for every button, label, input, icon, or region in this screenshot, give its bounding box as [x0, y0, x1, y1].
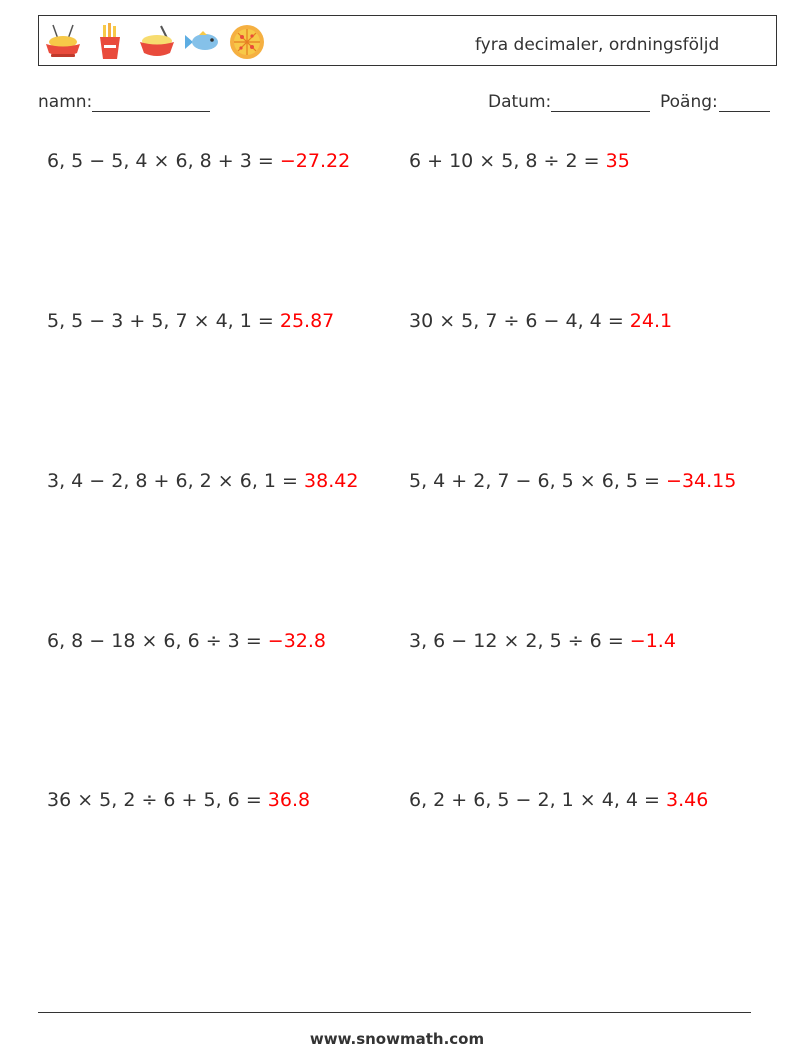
problem-10: 6, 2 + 6, 5 − 2, 1 × 4, 4 = 3.46: [409, 789, 709, 811]
answer-6: −34.15: [666, 470, 737, 492]
pizza-icon: [227, 23, 267, 61]
answer-2: 35: [605, 150, 630, 172]
date-blank[interactable]: [551, 111, 650, 112]
problem-7: 6, 8 − 18 × 6, 6 ÷ 3 = −32.8: [47, 630, 327, 652]
problem-3: 5, 5 − 3 + 5, 7 × 4, 1 = 25.87: [47, 310, 335, 332]
noodle-bowl-icon: [43, 23, 83, 61]
problem-4: 30 × 5, 7 ÷ 6 − 4, 4 = 24.1: [409, 310, 673, 332]
score-label: Poäng:: [660, 92, 718, 112]
answer-8: −1.4: [629, 630, 676, 652]
answer-4: 24.1: [629, 310, 673, 332]
french-fries-icon: [95, 23, 125, 61]
problem-6: 5, 4 + 2, 7 − 6, 5 × 6, 5 = −34.15: [409, 470, 737, 492]
worksheet-title: fyra decimaler, ordningsföljd: [475, 35, 720, 55]
problem-8: 3, 6 − 12 × 2, 5 ÷ 6 = −1.4: [409, 630, 676, 652]
answer-3: 25.87: [279, 310, 335, 332]
fish-icon: [181, 23, 221, 61]
footer-divider: [38, 1012, 751, 1013]
rice-bowl-icon: [137, 23, 177, 61]
answer-1: −27.22: [279, 150, 351, 172]
answer-9: 36.8: [267, 789, 311, 811]
name-blank[interactable]: [92, 111, 210, 112]
problem-2: 6 + 10 × 5, 8 ÷ 2 = 35: [409, 150, 630, 172]
footer-url[interactable]: www.snowmath.com: [309, 1030, 485, 1048]
name-label: namn:: [38, 92, 93, 112]
problem-1: 6, 5 − 5, 4 × 6, 8 + 3 = −27.22: [47, 150, 351, 172]
answer-7: −32.8: [267, 630, 327, 652]
answer-5: 38.42: [304, 470, 359, 492]
date-label: Datum:: [488, 92, 552, 112]
problem-9: 36 × 5, 2 ÷ 6 + 5, 6 = 36.8: [47, 789, 311, 811]
problem-5: 3, 4 − 2, 8 + 6, 2 × 6, 1 = 38.42: [47, 470, 359, 492]
worksheet-header: [38, 15, 777, 66]
answer-10: 3.46: [666, 789, 709, 811]
score-blank[interactable]: [719, 111, 770, 112]
